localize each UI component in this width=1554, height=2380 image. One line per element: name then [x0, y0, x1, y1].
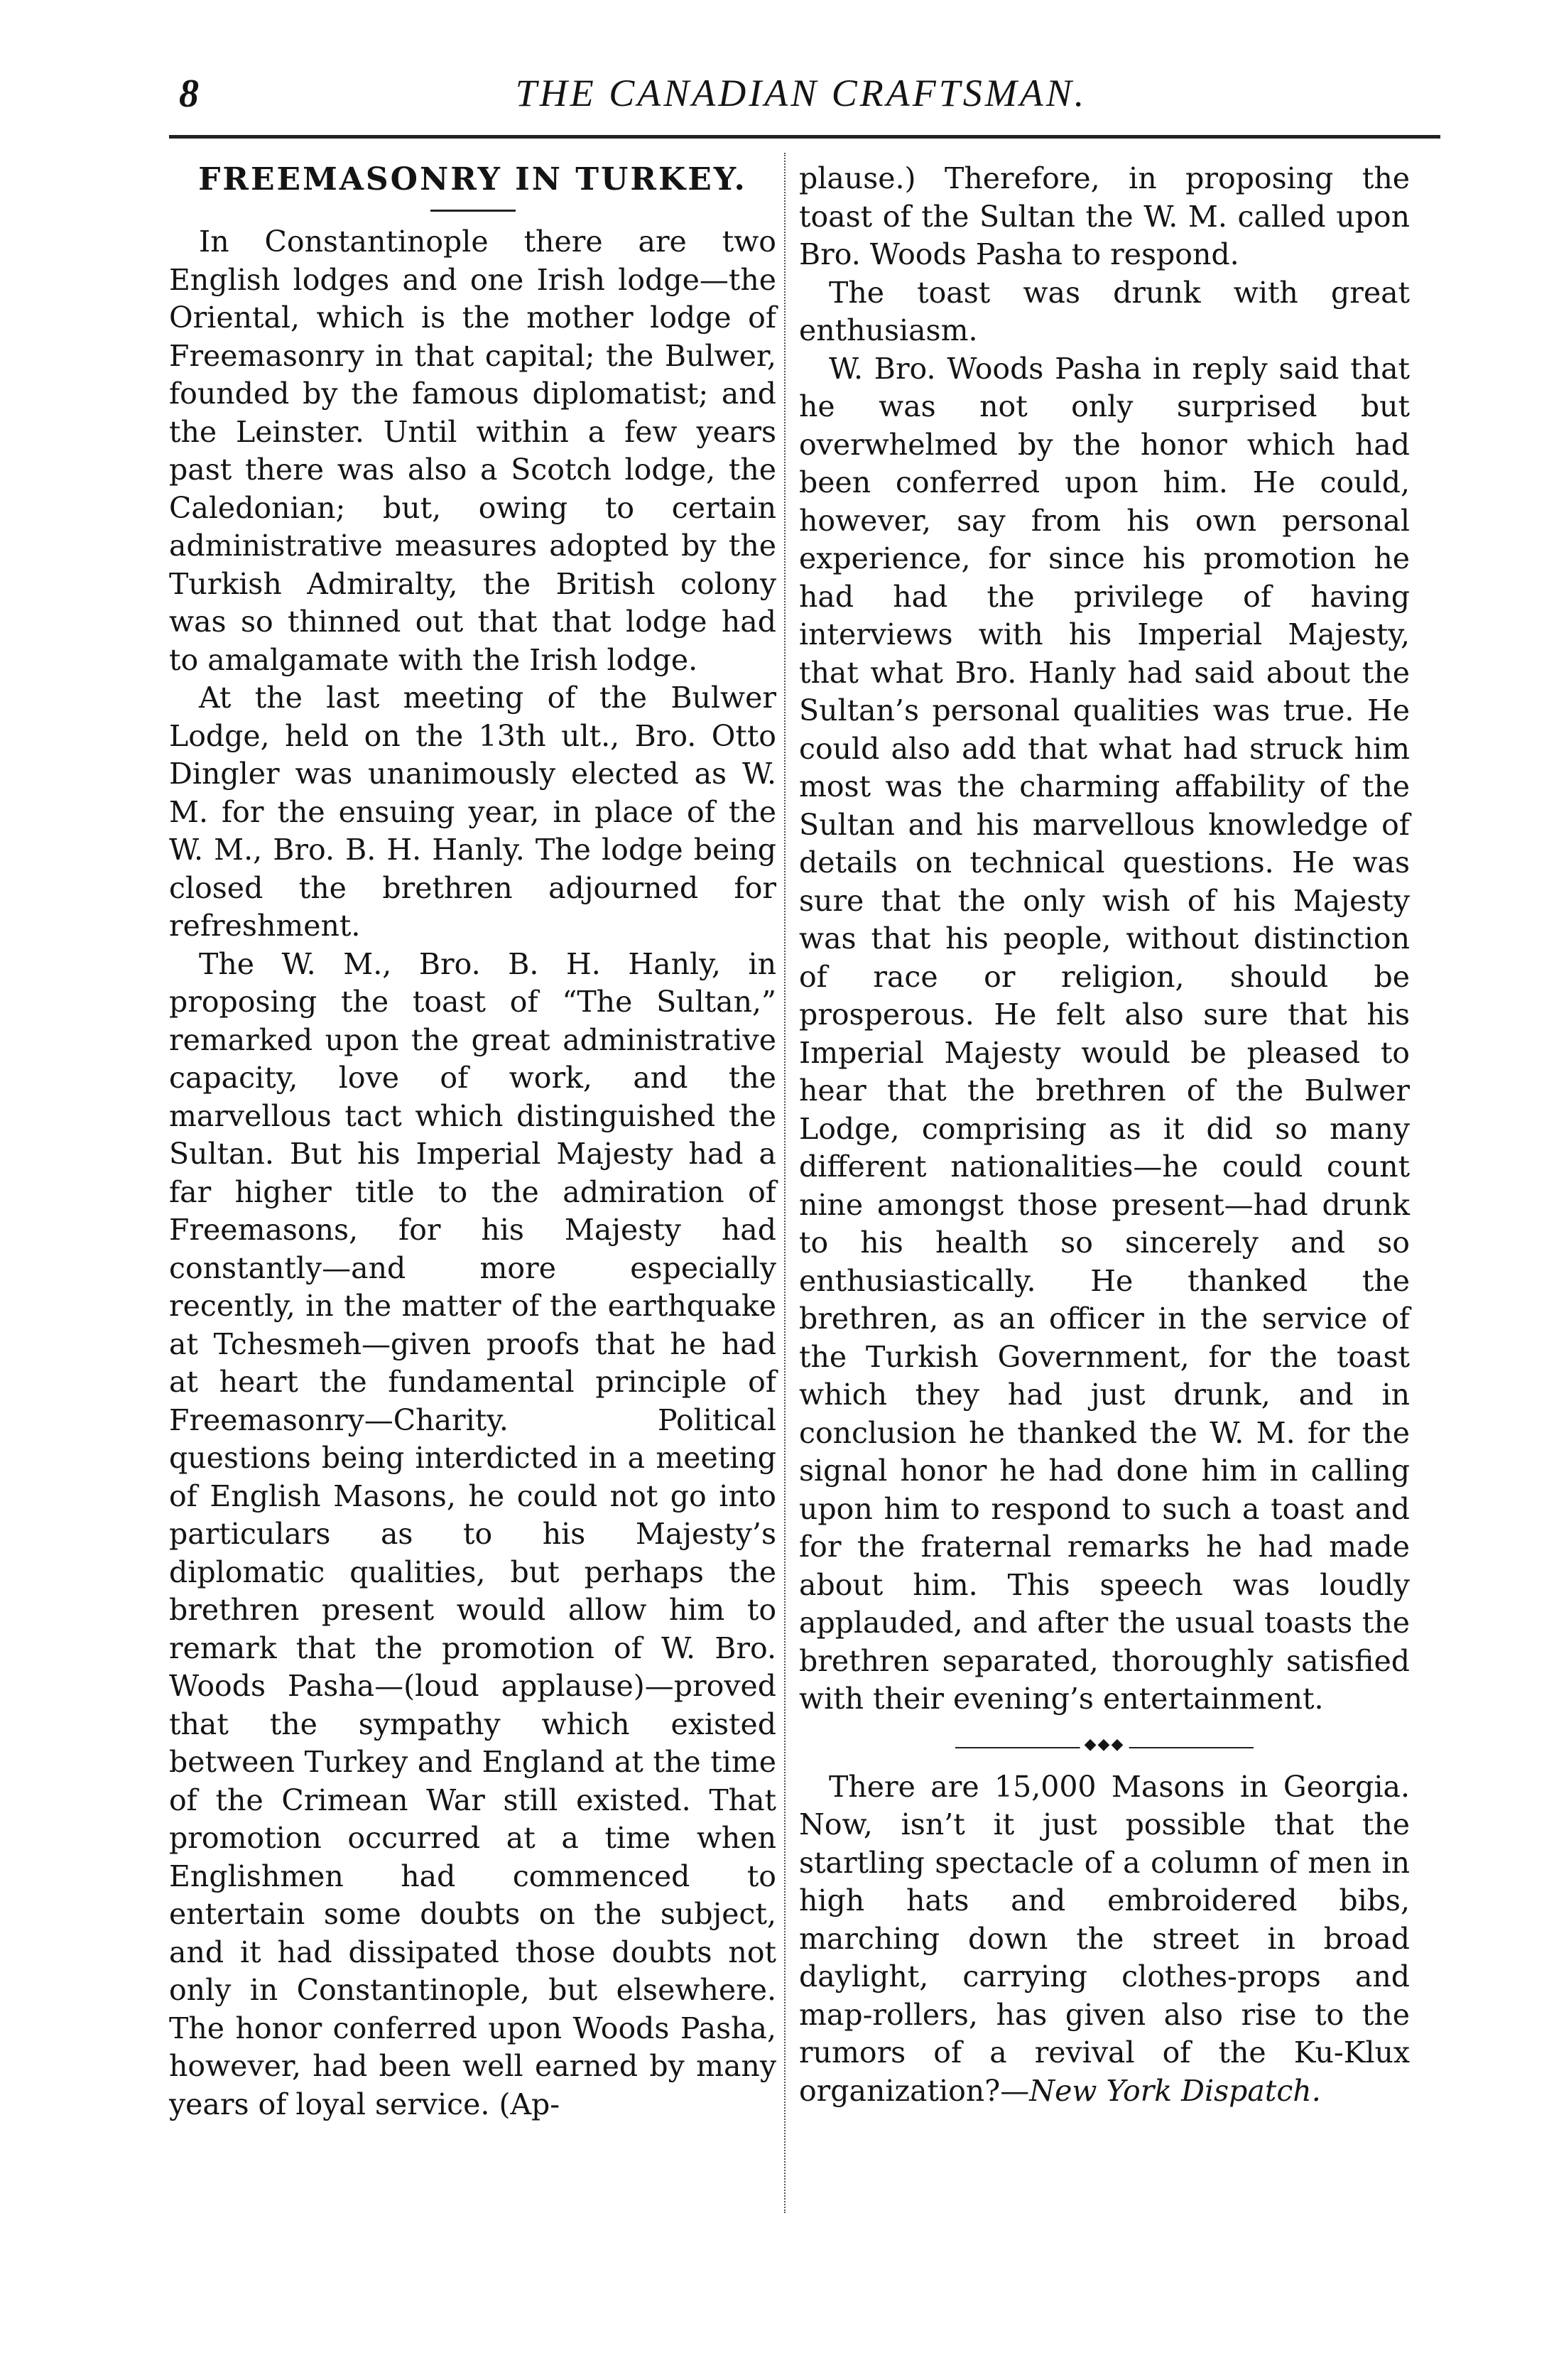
- header-rule: [169, 135, 1440, 139]
- note-source: New York Dispatch.: [1029, 2073, 1321, 2108]
- column-divider: [784, 153, 786, 2213]
- article-paragraph: The W. M., Bro. B. H. Hanly, in proposing the toast of “The Sultan,” remarked upon the great administrative capacity, love of work, and the marvellous tact which distinguished the Sultan. But his Imperial Majesty had a far higher title to the admiration of Freemasons, for his Majesty had constantly—and more especially recently, in the matter of the earthquake at Tchesmeh—given proofs that he had at heart the fundamental principle of Freemasonry—Charity. Political questions being interdicted in a meeting of English Masons, he could not go into particulars as to his Majesty’s diplomatic qualities, but perhaps the brethren present would allow him to remark that the promotion of W. Bro. Woods Pasha—(loud applause)—proved that the sympathy which existed between Turkey and England at the time of the Crimean War still existed. That promotion occurred at a time when Englishmen had commenced to entertain some doubts on the subject, and it had dissipated those doubts not only in Constantinople, but elsewhere. The honor conferred upon Woods Pasha, however, had been well earned by many years of loyal service. (Ap-: [169, 946, 776, 2121]
- article-paragraph: W. Bro. Woods Pasha in reply said that he was not only surprised but overwhelmed by the honor which had been conferred upon him. He could, however, say from his own personal experience, for since his promotion he had had the privilege of having interviews with his Imperial Majesty, that what Bro. Hanly had said about the Sultan’s personal qualities was true. He could also add that what had struck him most was the charming affability of the Sultan and his marvellous knowledge of details on technical questions. He was sure that the only wish of his Majesty was that his people, without distinction of race or religion, should be prosperous. He felt also sure that his Imperial Majesty would be pleased to hear that the brethren of the Bulwer Lodge, comprising as it did so many different nationalities—he could count nine amongst those present—had drunk to his health so sincerely and so enthusiastically. He thanked the brethren, as an officer in the service of the Turkish Government, for the toast which they had just drunk, and in conclusion he thanked the W. M. for the signal honor he had done him in calling upon him to respond to such a toast and for the fraternal remarks he had made about him. This speech was loudly applauded, and after the usual toasts the brethren separated, thoroughly satisfied with their evening’s entertainment.: [799, 351, 1410, 1716]
- article-paragraph: In Constantinople there are two English lodges and one Irish lodge—the Oriental, which is the mother lodge of Freemasonry in that capital; the Bulwer, founded by the famous diplomatist; and the Leinster. Until within a few years past there was also a Scotch lodge, the Caledonian; but, owing to certain administrative measures adopted by the Turkish Admiralty, the British colony was so thinned out that that lodge had to amalgamate with the Irish lodge.: [169, 225, 776, 677]
- running-title: THE CANADIAN CRAFTSMAN.: [515, 72, 1087, 114]
- left-column: [169, 160, 776, 2124]
- article-title: FREEMASONRY IN TURKEY.: [198, 161, 747, 198]
- page-number: 8: [179, 72, 199, 116]
- right-column: [799, 160, 1410, 2110]
- note-paragraph: [799, 1768, 1410, 2111]
- ornament-icon: ◆◆◆: [1080, 1736, 1129, 1753]
- article-paragraph: The toast was drunk with great enthusiasm.: [799, 275, 1410, 347]
- article-paragraph: plause.) Therefore, in proposing the toast of the Sultan the W. M. called upon Bro. Woods Pasha to respond.: [799, 161, 1410, 271]
- article-paragraph: At the last meeting of the Bulwer Lodge, held on the 13th ult., Bro. Otto Dingler was unanimously elected as W. M. for the ensuing year, in place of the W. M., Bro. B. H. Hanly. The lodge being closed the brethren adjourned for refreshment.: [169, 681, 776, 943]
- note-text: There are 15,000 Masons in Georgia. Now, isn’t it just possible that the startling spectacle of a column of men in high hats and embroidered bibs, marching down the street in broad daylight, carrying clothes-props and map-rollers, has given also rise to the rumors of a revival of the Ku-Klux organization?—: [799, 1769, 1410, 2108]
- page-header: [169, 71, 1433, 128]
- title-rule: [430, 210, 516, 212]
- ornament-divider: [955, 1735, 1254, 1753]
